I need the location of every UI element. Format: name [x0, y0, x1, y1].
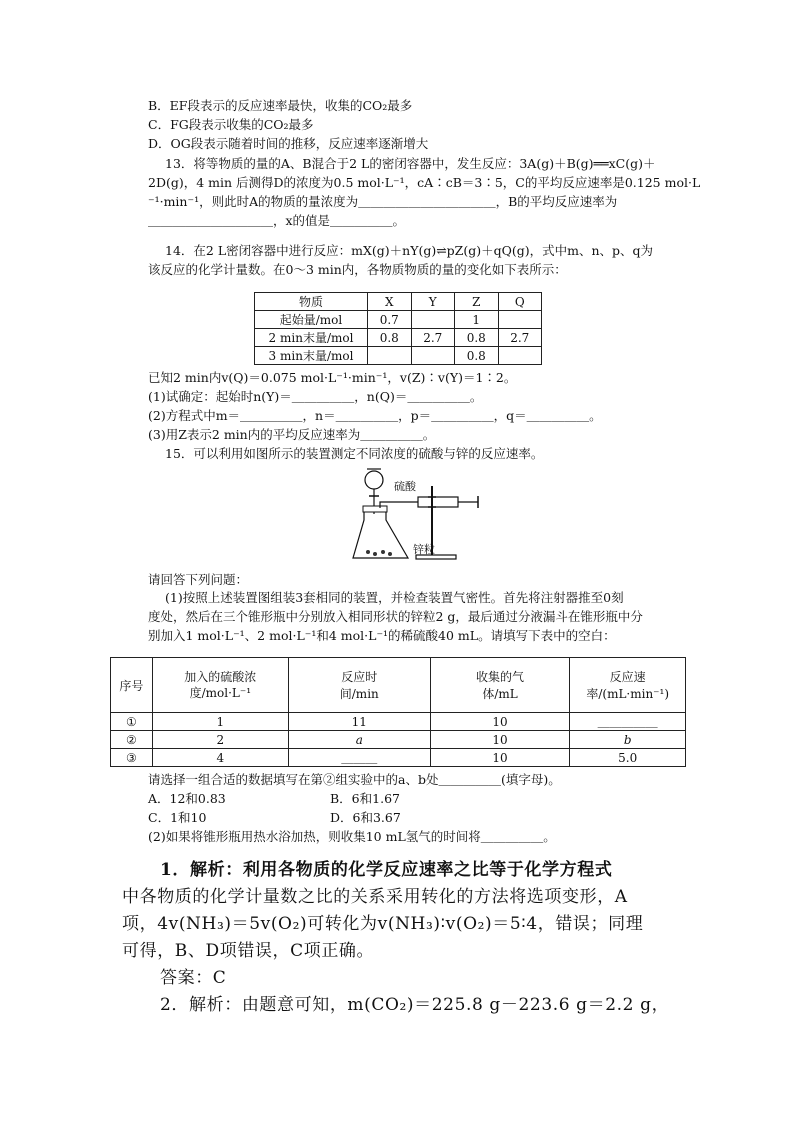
table-cell: 4 [152, 749, 288, 767]
table-cell: 1 [455, 311, 499, 329]
table-header: 反应速率/(mL·min⁻¹) [570, 658, 686, 713]
table-header: 加入的硫酸浓度/mol·L⁻¹ [152, 658, 288, 713]
table-cell [368, 347, 412, 365]
table-header: X [368, 293, 412, 311]
q12-option-c: C．FG段表示收集的CO₂最多 [148, 117, 314, 132]
table-cell: ＿＿＿＿＿ [570, 713, 686, 731]
table-row [111, 749, 686, 767]
q14-table [254, 292, 542, 365]
table-header: 物质 [255, 293, 368, 311]
table-header: Q [498, 293, 542, 311]
q15-p1: (1)按照上述装置图组装3套相同的装置，并检查装置气密性。首先将注射器推至0刻 [165, 590, 624, 605]
table-header: 反应时间/min [288, 658, 430, 713]
q12-option-b: B．EF段表示的反应速率最快，收集的CO₂最多 [148, 98, 413, 113]
label-sulfuric-acid: 硫酸 [394, 480, 416, 493]
q15-p3: 别加入1 mol·L⁻¹、2 mol·L⁻¹和4 mol·L⁻¹的稀硫酸40 mL。请填写下表中的空白： [148, 628, 616, 643]
q15-table [110, 657, 686, 767]
q14-line2: 该反应的化学计量数。在0～3 min内，各物质物质的量的变化如下表所示： [148, 262, 567, 277]
q14-known: 已知2 min内v(Q)＝0.075 mol·L⁻¹·min⁻¹，v(Z)∶v(Y)＝1∶2。 [148, 370, 517, 385]
answer2-line1: 2．解析：由题意可知，m(CO₂)＝225.8 g－223.6 g＝2.2 g， [160, 995, 670, 1015]
q13-line4: ＿＿＿＿＿＿＿＿＿＿，x的值是＿＿＿＿＿。 [148, 213, 406, 228]
apparatus-diagram [350, 466, 520, 566]
q13-line3: ⁻¹·min⁻¹，则此时A的物质的量浓度为＿＿＿＿＿＿＿＿＿＿＿，B的平均反应速率为 [148, 194, 618, 209]
table-cell [498, 347, 542, 365]
table-cell [498, 311, 542, 329]
answer1-line1: 1．解析：利用各物质的化学反应速率之比等于化学方程式 [160, 860, 613, 880]
table-cell [411, 311, 455, 329]
table-cell: 起始量/mol [255, 311, 368, 329]
table-cell: 5.0 [570, 749, 686, 767]
table-cell: 11 [288, 713, 430, 731]
q15-option-b: B．6和1.67 [330, 791, 400, 806]
table-row [255, 311, 542, 329]
table-row [255, 347, 542, 365]
q15-prompt: 请回答下列问题： [148, 572, 249, 587]
table-cell: ③ [111, 749, 153, 767]
table-cell: 10 [430, 713, 570, 731]
q13-line1: 13．将等物质的量的A、B混合于2 L的密闭容器中，发生反应：3A(g)＋B(g)══xC(g)＋ [165, 156, 656, 171]
q12-option-d: D．OG段表示随着时间的推移，反应速率逐渐增大 [148, 136, 429, 151]
table-row [111, 658, 686, 713]
table-cell: 2 min末量/mol [255, 329, 368, 347]
table-header: Y [411, 293, 455, 311]
table-cell: 0.8 [455, 347, 499, 365]
table-cell: 3 min末量/mol [255, 347, 368, 365]
q15-option-c: C．1和10 [148, 810, 207, 825]
table-cell: ① [111, 713, 153, 731]
table-cell: a [288, 731, 430, 749]
q14-part1: (1)试确定：起始时n(Y)＝＿＿＿＿＿，n(Q)＝＿＿＿＿＿。 [148, 389, 483, 404]
table-header: 序号 [111, 658, 153, 713]
table-cell: 10 [430, 749, 570, 767]
answer1-line4: 可得，B、D项错误，C项正确。 [122, 941, 375, 961]
table-cell: 2.7 [498, 329, 542, 347]
q15-choose: 请选择一组合适的数据填写在第②组实验中的a、b处＿＿＿＿＿(填字母)。 [148, 772, 561, 787]
table-cell: 0.7 [368, 311, 412, 329]
table-cell: ② [111, 731, 153, 749]
table-header: Z [455, 293, 499, 311]
table-cell: 10 [430, 731, 570, 749]
answer1-result: 答案：C [160, 968, 227, 988]
table-row [111, 713, 686, 731]
table-row [255, 329, 542, 347]
answer1-line3: 项，4v(NH₃)＝5v(O₂)可转化为v(NH₃)∶v(O₂)＝5∶4，错误；同理 [122, 914, 644, 934]
q15-line1: 15．可以利用如图所示的装置测定不同浓度的硫酸与锌的反应速率。 [165, 446, 544, 461]
q15-option-a: A．12和0.83 [148, 791, 226, 806]
q14-line1: 14．在2 L密闭容器中进行反应：mX(g)＋nY(g)⇌pZ(g)＋qQ(g)，式中m、n、p、q为 [165, 243, 654, 258]
answer1-line2: 中各物质的化学计量数之比的关系采用转化的方法将选项变形，A [122, 887, 628, 907]
q15-part2: (2)如果将锥形瓶用热水浴加热，则收集10 mL氢气的时间将＿＿＿＿＿。 [148, 829, 556, 844]
table-cell: 2 [152, 731, 288, 749]
table-cell: ＿＿＿ [288, 749, 430, 767]
table-cell: 2.7 [411, 329, 455, 347]
q15-p2: 度处，然后在三个锥形瓶中分别放入相同形状的锌粒2 g，最后通过分液漏斗在锥形瓶中分 [148, 609, 643, 624]
q13-line2: 2D(g)，4 min 后测得D的浓度为0.5 mol·L⁻¹，cA∶cB＝3∶5，C的平均反应速率是0.125 mol·L [148, 175, 701, 190]
q14-part3: (3)用Z表示2 min内的平均反应速率为＿＿＿＿＿。 [148, 427, 436, 442]
table-cell: 0.8 [455, 329, 499, 347]
table-cell [411, 347, 455, 365]
q15-option-d: D．6和3.67 [330, 810, 401, 825]
table-cell: 0.8 [368, 329, 412, 347]
table-cell: b [570, 731, 686, 749]
label-zinc: 锌粒 [413, 543, 435, 556]
table-row [255, 293, 542, 311]
table-header: 收集的气体/mL [430, 658, 570, 713]
q14-part2: (2)方程式中m＝＿＿＿＿＿，n＝＿＿＿＿＿，p＝＿＿＿＿＿，q＝＿＿＿＿＿。 [148, 408, 602, 423]
table-row [111, 731, 686, 749]
table-cell: 1 [152, 713, 288, 731]
